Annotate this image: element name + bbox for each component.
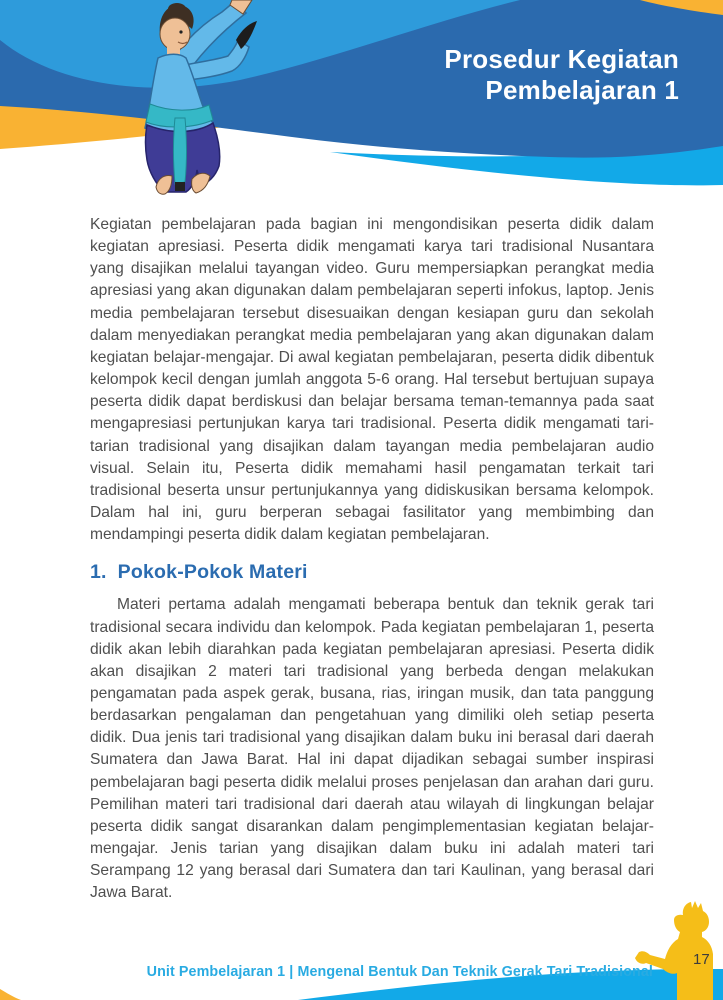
page-number: 17 bbox=[693, 951, 710, 968]
section-title: Pokok-Pokok Materi bbox=[117, 561, 308, 584]
page-header bbox=[0, 0, 723, 250]
dancer-illustration bbox=[80, 0, 275, 200]
page-content bbox=[90, 214, 654, 905]
section-number: 1. bbox=[90, 561, 107, 584]
footer-yellow-corner bbox=[0, 989, 21, 1000]
page-title-line2: Pembelajaran 1 bbox=[485, 75, 679, 105]
section-heading bbox=[90, 561, 654, 584]
page-title-line1: Prosedur Kegiatan bbox=[444, 44, 679, 74]
footer-text: Unit Pembelajaran 1 | Mengenal Bentuk Dan Teknik Gerak Tari Tradisional bbox=[146, 964, 653, 980]
page-title bbox=[444, 44, 679, 106]
paragraph-2: Materi pertama adalah mengamati beberapa bentuk dan teknik gerak tari tradisional secara individu dan kelompok. Pada kegiatan pembelajaran 1, peserta didik akan lebih diarahkan pada kegiatan pembelajaran apresiasi. Peserta didik akan disajikan 2 materi tari tradisional yang berbeda dengan melakukan pengamatan pada aspek gerak, busana, rias, iringan musik, dan tata panggung berdasarkan pengalaman dan pengetahuan yang dimiliki oleh setiap peserta didik. Dua jenis tari tradisional yang disajikan dalam buku ini berasal dari daerah Sumatera dan Jawa Barat. Hal ini dapat dijadikan sebagai sumber inspirasi pembelajaran bagi peserta didik melalui proses penjelasan dan arahan dari guru. Pemilihan materi tari tradisional dari daerah atau wilayah di lingkungan belajar peserta didik sangat disarankan dalam pengimplementasian kegiatan belajar-mengajar. Jenis tarian yang disajikan dalam buku ini adalah materi tari Serampang 12 yang berasal dari Sumatera dan tari Kaulinan, yang berasal dari Jawa Barat. bbox=[90, 596, 654, 902]
paragraph-1: Kegiatan pembelajaran pada bagian ini mengondisikan peserta didik dalam kegiatan apresiasi. Peserta didik mengamati karya tari tradisional Nusantara yang disajikan melalui tayangan video. Guru mempersiapkan perangkat media apresiasi yang akan digunakan dalam pembelajaran seperti infokus, laptop. Jenis media pembelajaran tersebut disesuaikan dengan kesiapan guru dan sekolah dalam menyediakan perangkat media pembelajaran yang akan digunakan dalam kegiatan belajar-mengajar. Di awal kegiatan pembelajaran, peserta didik dibentuk kelompok kecil dengan jumlah anggota 5-6 orang. Hal tersebut bertujuan supaya peserta didik dapat berdiskusi dan belajar bersama teman-temannya pada saat mengapresiasi pertunjukan karya tari tradisional. Peserta didik mengamati tari-tarian tradisional yang disajikan dalam tayangan media pembelajaran audio visual. Selain itu, Peserta didik memahami hasil pengamatan terkait tari tradisional beserta unsur pertunjukannya yang didiskusikan bersama kelompok. Dalam hal ini, guru berperan sebagai fasilitator yang membimbing dan mendampingi peserta didik dalam kegiatan pembelajaran. bbox=[90, 216, 654, 544]
dancer-silhouette bbox=[633, 900, 723, 1000]
